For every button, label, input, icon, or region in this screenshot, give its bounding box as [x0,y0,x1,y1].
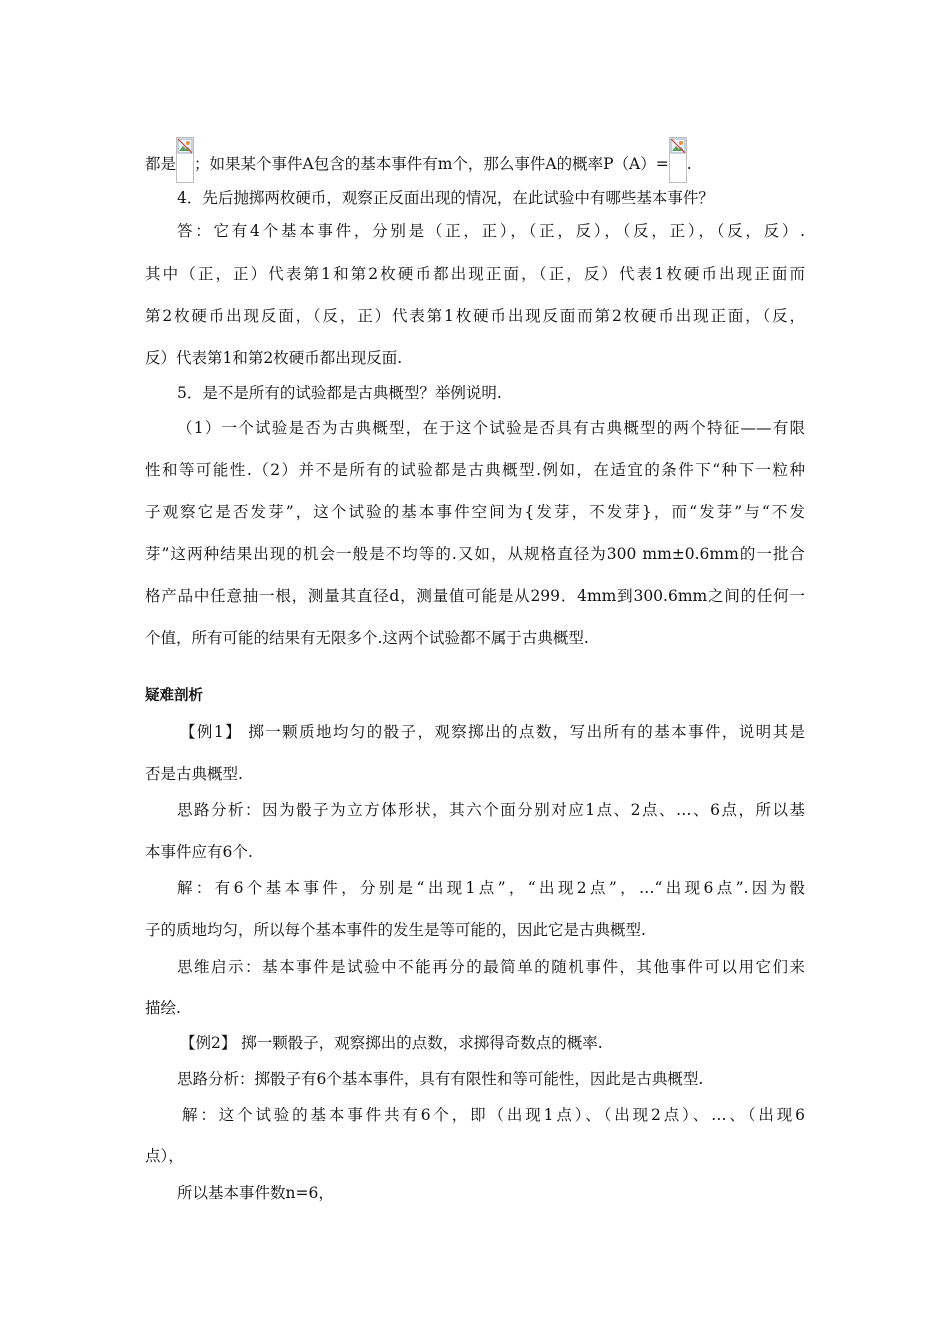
paragraph-line: 本事件应有6个. [145,843,253,861]
paragraph-line: 否是古典概型. [145,765,243,783]
line-1 [145,137,805,183]
paragraph-line: 4．先后抛掷两枚硬币，观察正反面出现的情况，在此试验中有哪些基本事件？ [177,189,714,207]
paragraph-line: 【例1】 掷一颗质地均匀的骰子，观察掷出的点数，写出所有的基本事件，说明其是 [180,723,805,741]
paragraph-line: 思维启示：基本事件是试验中不能再分的最简单的随机事件，其他事件可以用它们来 [177,958,805,976]
paragraph-line: 个值，所有可能的结果有无限多个.这两个试验都不属于古典概型. [145,629,589,647]
paragraph-line: 思路分析：因为骰子为立方体形状，其六个面分别对应1点、2点、…、6点，所以基 [177,801,805,819]
paragraph-line: 子观察它是否发芽”，这个试验的基本事件空间为{发芽，不发芽}，而“发芽”与“不发 [145,503,805,521]
paragraph-line: （1）一个试验是否为古典概型，在于这个试验是否具有古典概型的两个特征——有限 [177,419,805,437]
section-heading: 疑难剖析 [145,688,203,704]
broken-image-icon [669,137,687,183]
text-fragment: . [686,155,692,173]
paragraph-line: 点）， [145,1147,184,1165]
paragraph-line: 解：这个试验的基本事件共有6个，即（出现1点）、（出现2点）、…、（出现6 [182,1106,805,1124]
paragraph-line: 【例2】 掷一颗骰子，观察掷出的点数，求掷得奇数点的概率. [180,1034,603,1052]
paragraph-line: 性和等可能性.（2）并不是所有的试验都是古典概型.例如，在适宜的条件下“种下一粒种 [145,461,805,479]
text-fragment: 都是 [145,155,177,173]
paragraph-line: 格产品中任意抽一根，测量其直径d，测量值可能是从299．4mm到300.6mm之间的任何一 [145,587,805,605]
paragraph-line: 其中（正，正）代表第1和第2枚硬币都出现正面，（正，反）代表1枚硬币出现正面而 [145,265,805,283]
paragraph-line: 芽”这两种结果出现的机会一般是不均等的.又如，从规格直径为300 mm±0.6mm的一批合 [145,545,805,563]
broken-image-icon [176,137,194,183]
paragraph-line: 解：有6个基本事件，分别是“出现1点”，“出现2点”，…“出现6点”.因为骰 [177,879,805,897]
paragraph-line: 5．是不是所有的试验都是古典概型？举例说明. [177,384,502,402]
paragraph-line: 思路分析：掷骰子有6个基本事件，具有有限性和等可能性，因此是古典概型. [177,1070,704,1088]
paragraph-line: 子的质地均匀，所以每个基本事件的发生是等可能的，因此它是古典概型. [145,921,646,939]
text-fragment: ；如果某个事件A包含的基本事件有m个，那么事件A的概率P（A）= [194,155,669,173]
paragraph-line: 答：它有4个基本事件，分别是（正，正），（正，反），（反，正），（反，反）. [177,222,805,240]
paragraph-line: 反）代表第1和第2枚硬币都出现反面. [145,349,403,367]
paragraph-line: 描绘. [145,999,181,1017]
paragraph-line: 所以基本事件数n=6， [177,1184,334,1202]
paragraph-line: 第2枚硬币出现反面，（反，正）代表第1枚硬币出现反面而第2枚硬币出现正面，（反， [145,307,805,325]
